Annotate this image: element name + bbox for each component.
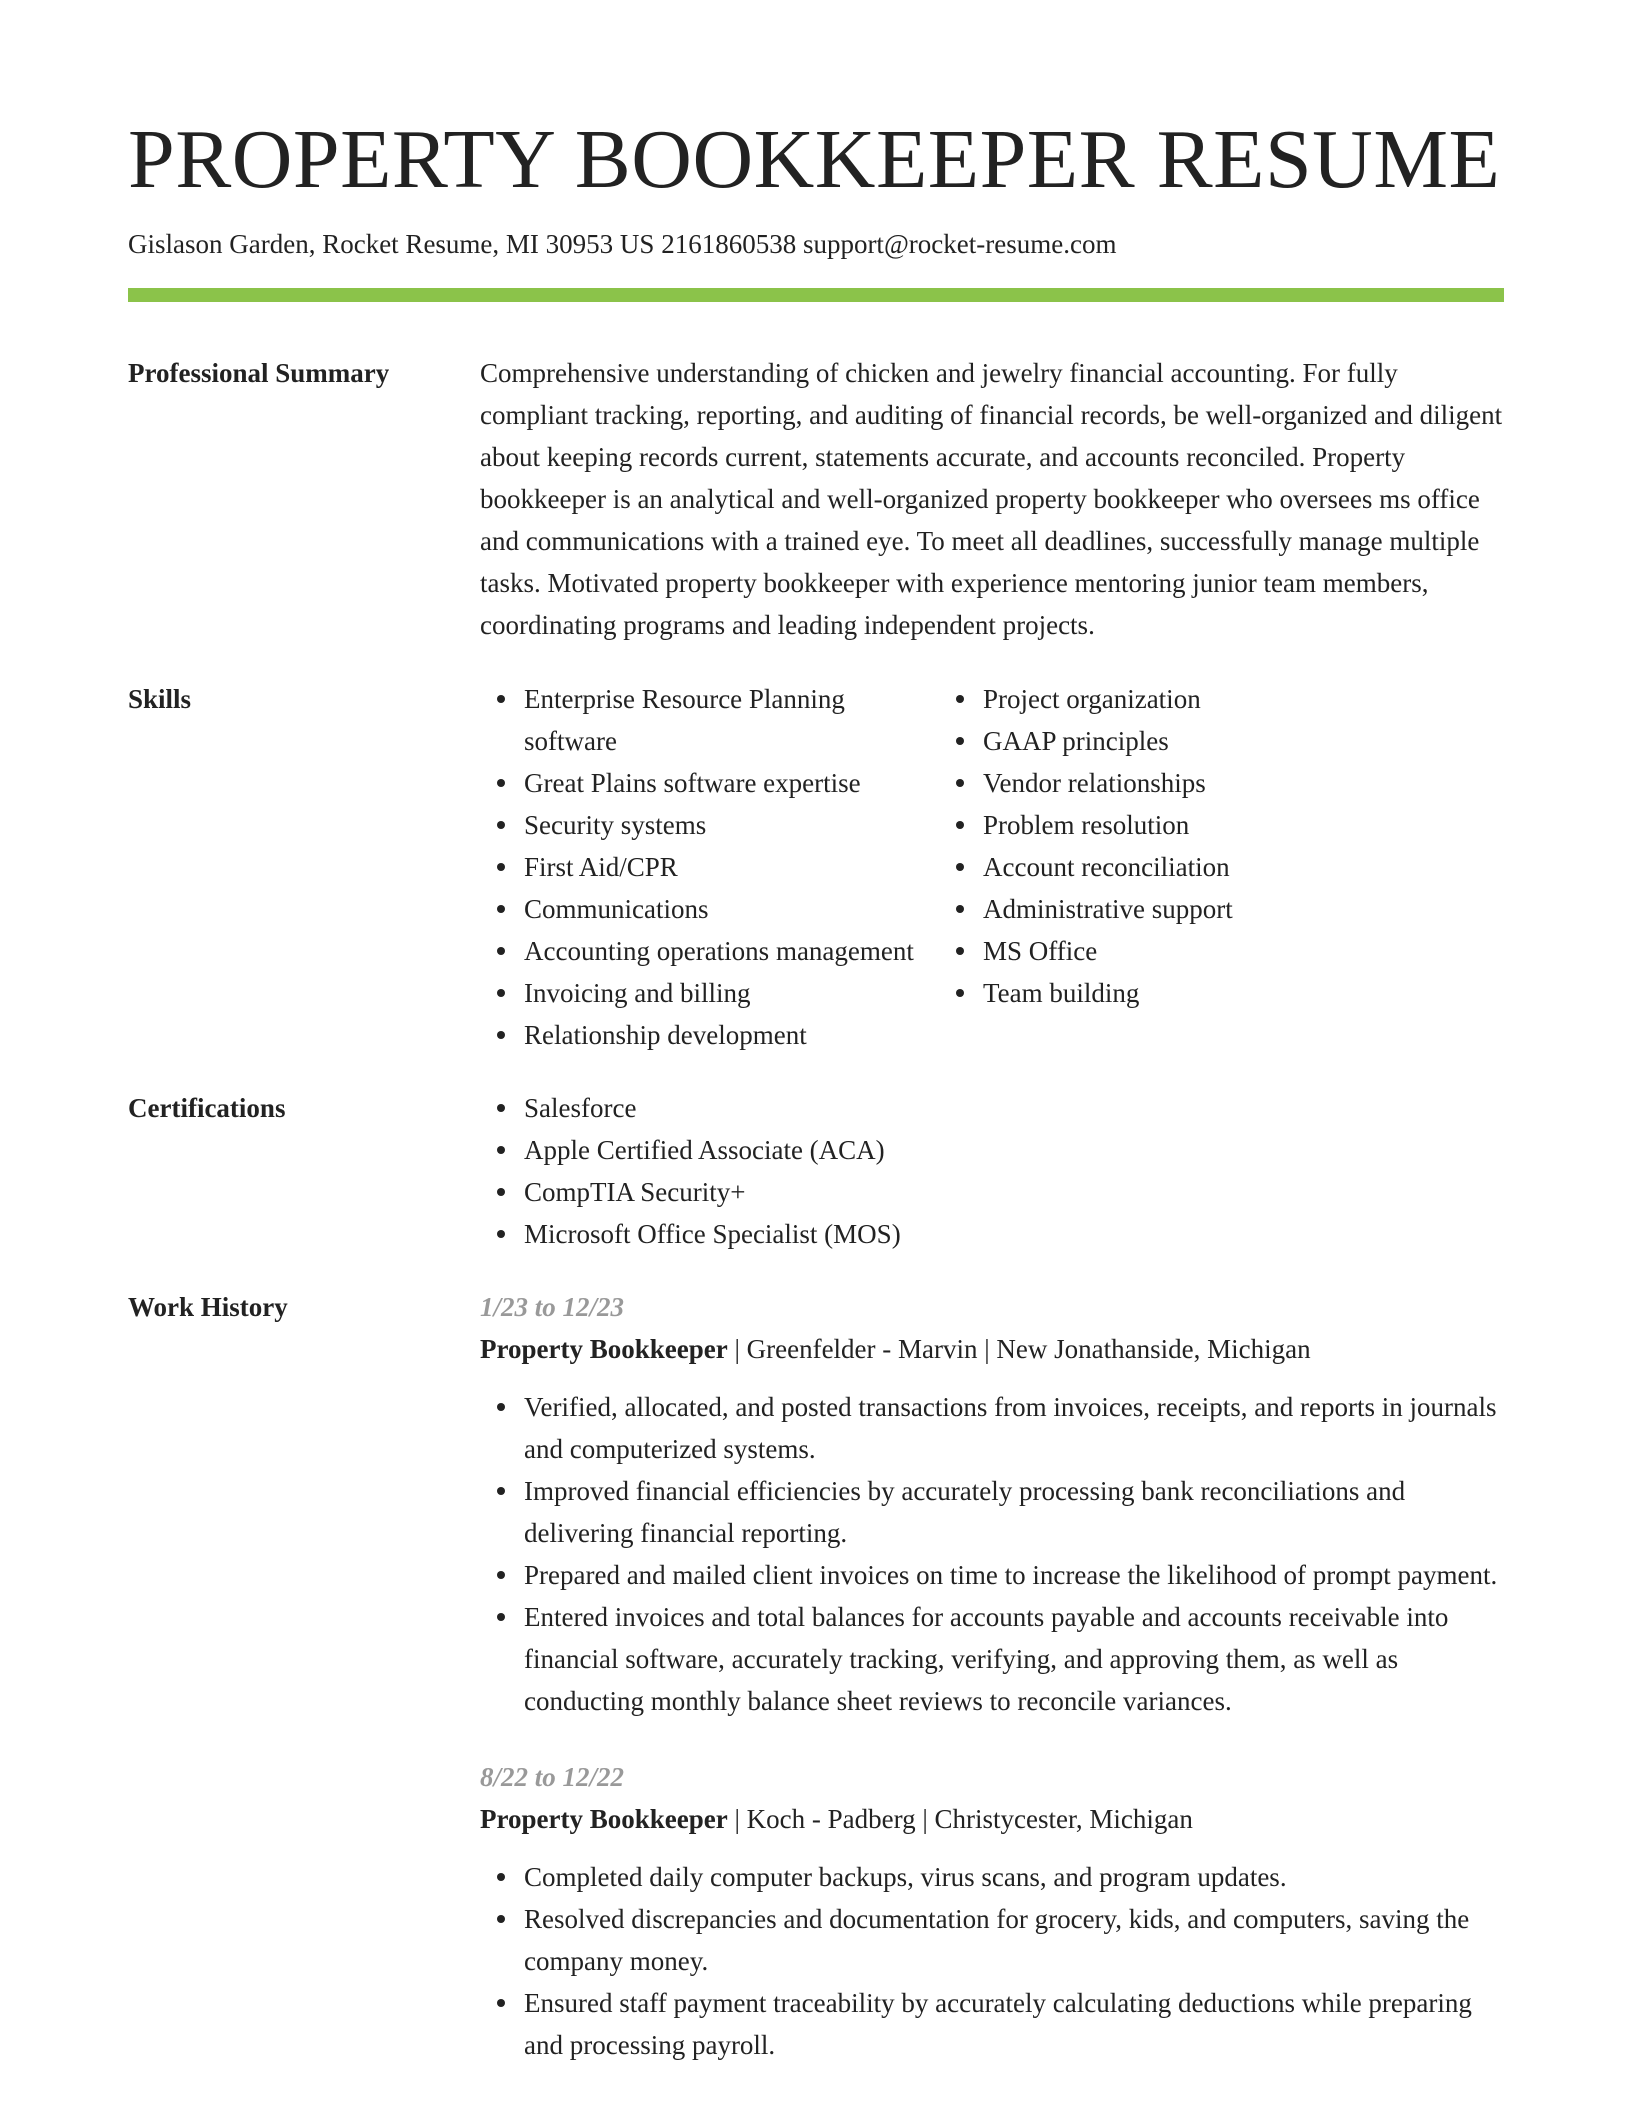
job-bullets: [480, 1856, 1504, 2066]
list-item: CompTIA Security+: [524, 1171, 1504, 1213]
list-item: Security systems: [524, 804, 939, 846]
certifications-body: [480, 1087, 1504, 1255]
list-item: Entered invoices and total balances for accounts payable and accounts receivable into financial software, accurately tracking, verifying, and approving them, as well as conducting monthly balance sheet reviews to reconcile variances.: [524, 1596, 1504, 1722]
section-label: Professional Summary: [128, 358, 390, 389]
list-item: Apple Certified Associate (ACA): [524, 1129, 1504, 1171]
list-item: Prepared and mailed client invoices on time to increase the likelihood of prompt payment.: [524, 1554, 1504, 1596]
list-item: Account reconciliation: [983, 846, 1504, 888]
job-header: [480, 1328, 1504, 1370]
job-bullets: [480, 1386, 1504, 1722]
list-item: Enterprise Resource Planning software: [524, 678, 939, 762]
list-item: Ensured staff payment traceability by accurately calculating deductions while preparing and processing payroll.: [524, 1982, 1504, 2066]
list-item: GAAP principles: [983, 720, 1504, 762]
list-item: Completed daily computer backups, virus scans, and program updates.: [524, 1856, 1504, 1898]
job-role: Property Bookkeeper: [480, 1334, 728, 1365]
job-dates: 8/22 to 12/22: [480, 1762, 625, 1793]
list-item: Team building: [983, 972, 1504, 1014]
section-professional-summary: [128, 352, 1504, 646]
list-item: Microsoft Office Specialist (MOS): [524, 1213, 1504, 1255]
job-dates: 1/23 to 12/23: [480, 1292, 625, 1323]
contact-email: support@rocket-resume.com: [802, 229, 1117, 259]
section-label: Skills: [128, 684, 192, 715]
list-item: Administrative support: [983, 888, 1504, 930]
section-label: Certifications: [128, 1093, 286, 1124]
section-certifications: [128, 1087, 1504, 1255]
list-item: Improved financial efficiencies by accurately processing bank reconciliations and delivering financial reporting.: [524, 1470, 1504, 1554]
certifications-list: [480, 1087, 1504, 1255]
list-item: Communications: [524, 888, 939, 930]
list-item: First Aid/CPR: [524, 846, 939, 888]
list-item: Salesforce: [524, 1087, 1504, 1129]
contact-phone: 2161860538: [661, 229, 797, 259]
work-history-body: [480, 1286, 1504, 2066]
list-item: Accounting operations management: [524, 930, 939, 972]
accent-divider: [128, 288, 1504, 302]
job-details: | Koch - Padberg | Christycester, Michigan: [727, 1804, 1193, 1835]
list-item: Invoicing and billing: [524, 972, 939, 1014]
job-role: Property Bookkeeper: [480, 1804, 728, 1835]
section-work-history: [128, 1286, 1504, 2066]
skills-grid: [480, 678, 1504, 1056]
page-title: PROPERTY BOOKKEEPER RESUME: [128, 113, 1501, 206]
list-item: Relationship development: [524, 1014, 939, 1056]
skills-list-left: [480, 678, 939, 1056]
summary-text: Comprehensive understanding of chicken and jewelry financial accounting. For fully compliant tracking, reporting, and auditing of financial records, be well-organized and diligent about keeping records current, statements accurate, and accounts reconciled. Property bookkeeper is an analytical and well-organized property bookkeeper who oversees ms office and communications with a trained eye. To meet all deadlines, successfully manage multiple tasks. Motivated property bookkeeper with experience mentoring junior team members, coordinating programs and leading independent projects.: [480, 358, 1503, 641]
list-item: Project organization: [983, 678, 1504, 720]
list-item: Vendor relationships: [983, 762, 1504, 804]
contact-line: [128, 228, 1504, 260]
job-entry: [480, 1286, 1504, 1722]
job-details: | Greenfelder - Marvin | New Jonathanside, Michigan: [727, 1334, 1311, 1365]
contact-address: Gislason Garden, Rocket Resume, MI 30953 US: [128, 229, 655, 259]
job-entry: [480, 1756, 1504, 2066]
list-item: Verified, allocated, and posted transactions from invoices, receipts, and reports in journals and computerized systems.: [524, 1386, 1504, 1470]
list-item: MS Office: [983, 930, 1504, 972]
list-item: Great Plains software expertise: [524, 762, 939, 804]
list-item: Problem resolution: [983, 804, 1504, 846]
job-header: [480, 1798, 1504, 1840]
skills-list-right: [939, 678, 1504, 1056]
section-skills: [128, 678, 1504, 1056]
section-label: Work History: [128, 1292, 288, 1323]
list-item: Resolved discrepancies and documentation for grocery, kids, and computers, saving the company money.: [524, 1898, 1504, 1982]
